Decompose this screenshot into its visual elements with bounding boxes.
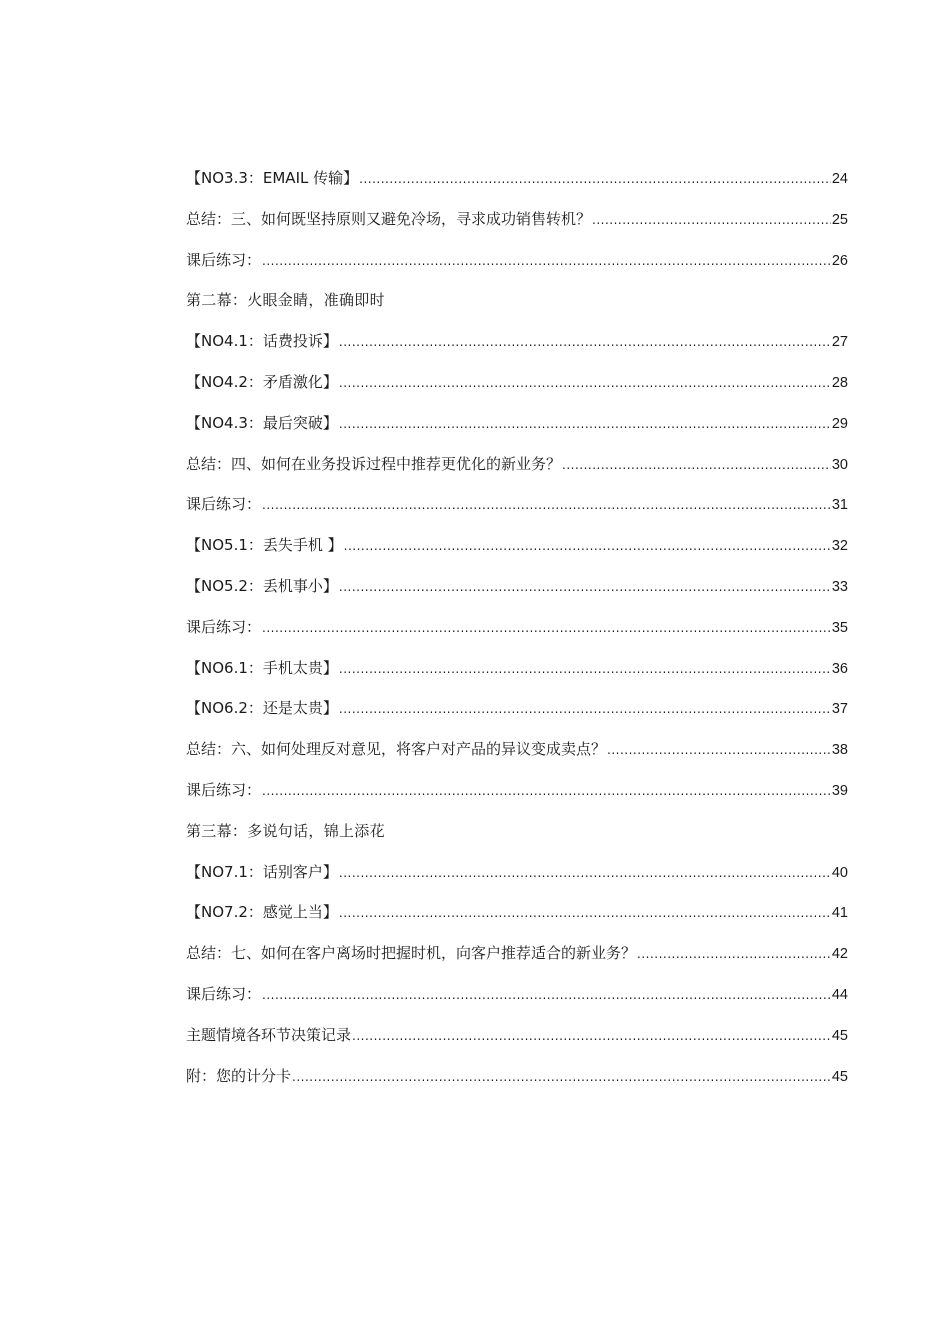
toc-entry[interactable] — [186, 531, 848, 572]
toc-dot-leader — [339, 899, 831, 927]
toc-entry-title: 总结：七、如何在客户离场时把握时机，向客户推荐适合的新业务？ — [186, 944, 637, 963]
toc-page-number: 24 — [831, 171, 848, 187]
toc-page-number: 33 — [831, 578, 848, 595]
toc-entry-title: 总结：三、如何既坚持原则又避免冷场，寻求成功销售转机？ — [186, 209, 592, 228]
toc-entry-title: 【NO3.3：EMAIL 传输】 — [186, 169, 359, 187]
toc-entry[interactable] — [186, 450, 848, 491]
toc-entry[interactable] — [186, 613, 848, 654]
toc-dot-leader — [592, 206, 831, 234]
toc-page-number: 39 — [831, 782, 848, 799]
toc-entry-title: 总结：六、如何处理反对意见，将客户对产品的异议变成卖点？ — [186, 740, 607, 759]
toc-dot-leader — [344, 532, 831, 560]
toc-page-number: 27 — [831, 334, 848, 351]
toc-entry-title: 主题情境各环节决策记录 — [186, 1025, 352, 1044]
toc-entry[interactable] — [186, 858, 848, 899]
toc-page-number: 42 — [831, 946, 848, 963]
toc-page-number: 37 — [831, 701, 848, 718]
toc-entry[interactable] — [186, 694, 848, 735]
toc-entry-title: 【NO4.2：矛盾激化】 — [186, 372, 338, 391]
toc-entry[interactable] — [186, 654, 848, 695]
toc-entry[interactable] — [186, 939, 848, 980]
toc-dot-leader — [562, 451, 831, 479]
toc-dot-leader — [262, 491, 831, 519]
toc-entry[interactable] — [186, 572, 848, 613]
toc-dot-leader — [262, 614, 831, 642]
toc-dot-leader — [352, 1022, 831, 1050]
toc-page-number: 30 — [831, 456, 848, 473]
toc-page-number: 45 — [831, 1068, 848, 1085]
toc-entry-title: 附：您的计分卡 — [186, 1066, 292, 1085]
toc-page-number: 41 — [831, 905, 848, 922]
toc-entry-title: 第二幕：火眼金睛，准确即时 — [186, 291, 385, 310]
toc-dot-leader — [637, 940, 831, 968]
toc-entry-title: 【NO6.2：还是太贵】 — [186, 699, 338, 718]
toc-dot-leader — [339, 369, 831, 397]
toc-page-number: 29 — [831, 415, 848, 432]
toc-entry[interactable] — [186, 1021, 848, 1062]
toc-page-number: 35 — [831, 619, 848, 636]
toc-dot-leader — [607, 736, 831, 764]
toc-page-number: 40 — [831, 864, 848, 881]
toc-section-heading — [186, 817, 848, 858]
toc-page-number: 31 — [831, 497, 848, 514]
toc-page-number: 38 — [831, 742, 848, 759]
toc-dot-leader — [339, 573, 831, 601]
toc-entry-title: 课后练习： — [186, 984, 262, 1003]
toc-page-number: 26 — [831, 252, 848, 269]
toc-dot-leader — [262, 981, 831, 1009]
toc-entry[interactable] — [186, 246, 848, 287]
toc-entry[interactable] — [186, 327, 848, 368]
toc-dot-leader — [262, 247, 831, 275]
toc-entry[interactable] — [186, 164, 848, 205]
toc-entry-title: 【NO4.3：最后突破】 — [186, 413, 338, 432]
toc-entry-title: 课后练习： — [186, 780, 262, 799]
toc-entry[interactable] — [186, 735, 848, 776]
toc-entry-title: 课后练习： — [186, 617, 262, 636]
toc-entry-title: 【NO7.2：感觉上当】 — [186, 903, 338, 922]
toc-section-heading — [186, 286, 848, 327]
toc-entry[interactable] — [186, 205, 848, 246]
toc-entry-title: 【NO5.1：丢失手机 】 — [186, 536, 343, 555]
toc-page-number: 25 — [831, 211, 848, 228]
toc-entry[interactable] — [186, 980, 848, 1021]
toc-page-number: 28 — [831, 374, 848, 391]
toc-entry[interactable] — [186, 898, 848, 939]
toc-dot-leader — [262, 777, 831, 805]
toc-entry-title: 【NO4.1：话费投诉】 — [186, 332, 338, 351]
toc-dot-leader — [359, 165, 831, 193]
toc-entry-title: 总结：四、如何在业务投诉过程中推荐更优化的新业务？ — [186, 454, 562, 473]
toc-entry[interactable] — [186, 368, 848, 409]
toc-entry[interactable] — [186, 776, 848, 817]
toc-entry-title: 【NO6.1：手机太贵】 — [186, 658, 338, 677]
toc-dot-leader — [292, 1063, 831, 1091]
toc-entry-title: 课后练习： — [186, 495, 262, 514]
toc-dot-leader — [339, 695, 831, 723]
toc-entry[interactable] — [186, 1062, 848, 1103]
toc-dot-leader — [339, 328, 831, 356]
toc-entry-title: 课后练习： — [186, 250, 262, 269]
toc-entry[interactable] — [186, 490, 848, 531]
toc-page-number: 36 — [831, 660, 848, 677]
toc-page-number: 32 — [831, 538, 848, 555]
toc-page-number: 45 — [831, 1027, 848, 1044]
toc-dot-leader — [339, 410, 831, 438]
toc-entry-title: 【NO7.1：话别客户】 — [186, 862, 338, 881]
toc-entry[interactable] — [186, 409, 848, 450]
table-of-contents — [186, 164, 848, 1102]
toc-dot-leader — [339, 655, 831, 683]
toc-entry-title: 【NO5.2：丢机事小】 — [186, 576, 338, 595]
toc-page-number: 44 — [831, 986, 848, 1003]
toc-dot-leader — [339, 859, 831, 887]
toc-entry-title: 第三幕：多说句话，锦上添花 — [186, 821, 385, 840]
